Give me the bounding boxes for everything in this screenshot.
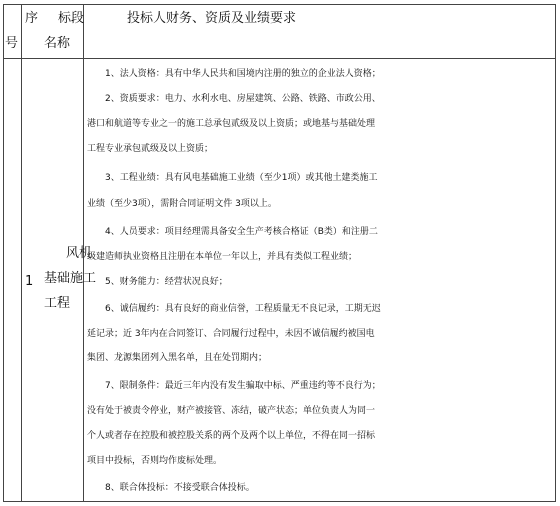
header-seq-line1: 序: [25, 11, 39, 26]
requirements-table: [3, 4, 556, 502]
requirement-line: 3、工程业绩：具有风电基础施工业绩（至少1项）或其他土建类施工: [87, 173, 378, 183]
row-seq: 1: [25, 274, 34, 289]
requirement-line: 个人或者存在控股和被控股关系的两个及两个以上单位，不得在同一招标: [87, 431, 376, 441]
header-seq-line2: 号: [5, 36, 19, 51]
requirement-line: 没有处于被责令停业，财产被接管、冻结，破产状态；单位负责人为同一: [87, 406, 376, 416]
header-section-line2: 名称: [44, 36, 71, 51]
requirement-line: 6、诚信履约：具有良好的商业信誉，工程质量无不良记录，工期无迟: [87, 304, 381, 314]
requirement-line: 1、法人资格：具有中华人民共和国境内注册的独立的企业法人资格；: [87, 69, 381, 79]
requirement-line: 5、财务能力：经营状况良好；: [87, 277, 228, 287]
header-requirements: 投标人财务、资质及业绩要求: [127, 11, 297, 26]
row-section-line2: 基础施工: [44, 271, 97, 286]
requirement-line: 延记录；近 3年内在合同签订、合同履行过程中，未因不诚信履约被国电: [87, 329, 375, 339]
requirement-line: 2、资质要求：电力、水利水电、房屋建筑、公路、铁路、市政公用、: [87, 94, 381, 104]
requirement-line: 工程专业承包贰级及以上资质；: [87, 144, 214, 154]
requirement-line: 项目中投标，否则均作废标处理。: [87, 456, 223, 466]
row-section-line3: 工程: [44, 296, 71, 311]
requirements-text: [83, 59, 555, 501]
requirement-line: 港口和航道等专业之一的施工总承包贰级及以上资质；或地基与基础处理: [87, 119, 376, 129]
requirement-line: 业绩（至少3项），需附合同证明文件 3项以上。: [87, 199, 277, 209]
requirement-line: 集团、龙源集团列入黑名单，且在处罚期内；: [87, 353, 268, 363]
requirement-line: 4、人员要求：项目经理需具备安全生产考核合格证（B类）和注册二: [87, 227, 378, 237]
requirement-line: 8、联合体投标：不接受联合体投标。: [87, 483, 255, 493]
column-divider-seq: [21, 5, 22, 501]
header-section-line1: 标段: [58, 11, 85, 26]
requirement-line: 级建造师执业资格且注册在本单位一年以上，并具有类似工程业绩；: [87, 252, 358, 262]
row-section-line1: 风机: [66, 246, 93, 261]
requirement-line: 7、限制条件：最近三年内没有发生骗取中标、严重违约等不良行为；: [87, 381, 381, 391]
